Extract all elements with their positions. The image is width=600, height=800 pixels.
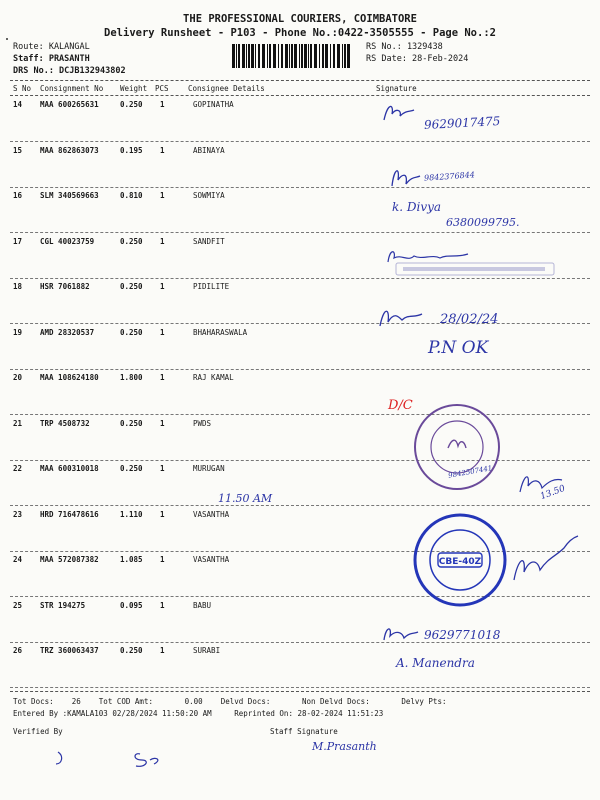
staff-label: Staff: PRASANTH — [13, 54, 90, 64]
row-consignment: SLM 340569663 — [40, 191, 99, 200]
col-signature: Signature — [376, 84, 417, 93]
row-consignee: BABU — [193, 600, 212, 610]
row-pcs: 1 — [160, 600, 165, 610]
row-consignment: MAA 600310018 — [40, 464, 99, 473]
verified-signature — [50, 742, 170, 772]
stamp-pwds — [412, 402, 502, 492]
staff-signature: M.Prasanth — [312, 740, 377, 753]
row-pcs: 1 — [160, 509, 165, 519]
row-sno: 25 — [13, 600, 23, 610]
row-pcs: 1 — [160, 555, 165, 564]
stamp-vasantha-code: CBE-40Z — [438, 557, 482, 567]
row-consignee: MURUGAN — [193, 464, 225, 473]
rs-number: RS No.: 1329438 — [366, 42, 443, 52]
row-consignment: HSR 7061882 — [40, 282, 90, 291]
row-divider — [10, 369, 590, 370]
handwriting-22-time2: 13.50 — [539, 483, 567, 503]
handwriting-22-phone: 9842507441 — [447, 464, 493, 480]
row-consignee: ABINAYA — [193, 145, 225, 155]
row-consignment: MAA 572087382 — [40, 555, 99, 564]
row-weight: 1.085 — [120, 555, 143, 564]
row-weight: 0.195 — [120, 145, 143, 155]
row-consignee: VASANTHA — [193, 555, 230, 564]
row-weight: 0.250 — [120, 236, 143, 246]
row-weight: 0.250 — [120, 282, 143, 291]
col-sno: S No — [13, 84, 32, 93]
row-sno: 17 — [13, 236, 23, 246]
row-consignee: BHAHARASWALA — [193, 327, 248, 337]
row-pcs: 1 — [160, 418, 165, 428]
row-pcs: 1 — [160, 145, 165, 155]
signature-15 — [388, 164, 424, 190]
row-consignment: TRP 4508732 — [40, 418, 90, 428]
row-pcs: 1 — [160, 282, 165, 291]
runsheet-subtitle: Delivery Runsheet - P103 - Phone No.:0422-3505555 - Page No.:2 — [104, 27, 496, 39]
row-sno: 18 — [13, 282, 23, 291]
row-pcs: 1 — [160, 646, 165, 655]
row-divider — [10, 687, 590, 688]
row-divider — [10, 414, 590, 415]
row-consignee: SOWMIYA — [193, 191, 225, 200]
handwriting-20-dc: D/C — [388, 398, 413, 413]
row-sno: 26 — [13, 646, 23, 655]
row-sno: 15 — [13, 145, 23, 155]
row-consignee: SANDFIT — [193, 236, 225, 246]
row-weight: 0.250 — [120, 646, 143, 655]
row-divider — [10, 460, 590, 461]
row-consignment: MAA 600265631 — [40, 100, 99, 109]
row-consignment: HRD 716478616 — [40, 509, 99, 519]
signature-25 — [380, 622, 420, 646]
row-divider — [10, 278, 590, 279]
row-consignee: VASANTHA — [193, 509, 230, 519]
row-sno: 22 — [13, 464, 23, 473]
row-weight: 1.110 — [120, 509, 143, 519]
row-consignment: MAA 108624180 — [40, 373, 99, 382]
row-divider — [10, 596, 590, 597]
row-weight: 0.250 — [120, 464, 143, 473]
row-consignee: SURABI — [193, 646, 221, 655]
footer-entered: Entered By :KAMALA103 02/28/2024 11:50:20 AM Reprinted On: 28-02-2024 11:51:23 — [13, 709, 384, 718]
row-consignment: MAA 862863073 — [40, 145, 99, 155]
row-sno: 19 — [13, 327, 23, 337]
row-weight: 1.800 — [120, 373, 143, 382]
row-divider — [10, 232, 590, 233]
handwriting-16-phone: 6380099795. — [446, 216, 520, 229]
signature-14 — [380, 100, 420, 124]
handwriting-22-time: 11.50 AM — [218, 492, 273, 505]
row-weight: 0.810 — [120, 191, 143, 200]
row-consignment: STR 194275 — [40, 600, 86, 610]
stamp-17-faded — [395, 262, 555, 276]
signature-23-24 — [508, 528, 584, 592]
row-weight: 0.095 — [120, 600, 143, 610]
row-consignee: RAJ KAMAL — [193, 373, 234, 382]
barcode — [231, 44, 353, 68]
row-divider — [10, 187, 590, 188]
row-pcs: 1 — [160, 191, 165, 200]
row-divider — [10, 141, 590, 142]
footer-totals: Tot Docs: 26 Tot COD Amt: 0.00 Delvd Docs: Non Delvd Docs: Delvy Pts: — [13, 697, 447, 706]
row-consignment: AMD 28320537 — [40, 327, 95, 337]
header-top-rule — [10, 80, 590, 81]
row-weight: 0.250 — [120, 327, 143, 337]
row-consignee: PWDS — [193, 418, 212, 428]
row-weight: 0.250 — [120, 100, 143, 109]
col-consignment: Consignment No — [40, 84, 104, 93]
staff-signature-label: Staff Signature — [270, 727, 338, 736]
handwriting-26: A. Manendra — [396, 656, 475, 670]
col-pcs: PCS — [155, 84, 169, 93]
row-divider — [10, 642, 590, 643]
handwriting-14-phone: 9629017475 — [423, 114, 501, 132]
row-consignee: GOPINATHA — [193, 100, 234, 109]
row-sno: 23 — [13, 509, 23, 519]
handwriting-15-phone: 9842376844 — [423, 170, 476, 183]
company-title: THE PROFESSIONAL COURIERS, COIMBATORE — [183, 13, 417, 25]
stamp-vasantha — [412, 512, 508, 608]
header-bottom-rule — [10, 95, 590, 96]
row-pcs: 1 — [160, 236, 165, 246]
row-sno: 14 — [13, 100, 23, 109]
verified-by-label: Verified By — [13, 727, 63, 736]
row-pcs: 1 — [160, 373, 165, 382]
handwriting-16-name: k. Divya — [392, 200, 442, 214]
route-label: Route: KALANGAL — [13, 42, 90, 52]
row-consignment: TRZ 360063437 — [40, 646, 99, 655]
handwriting-19: P.N OK — [428, 338, 489, 358]
row-consignment: CGL 40023759 — [40, 236, 95, 246]
footer-rule — [10, 691, 590, 692]
signature-22 — [516, 468, 566, 498]
col-consignee: Consignee Details — [188, 84, 265, 93]
handwriting-25-phone: 9629771018 — [424, 628, 501, 642]
row-pcs: 1 — [160, 327, 165, 337]
row-sno: 21 — [13, 418, 23, 428]
row-consignee: PIDILITE — [193, 282, 230, 291]
rs-date: RS Date: 28-Feb-2024 — [366, 54, 469, 64]
signature-18 — [376, 302, 436, 332]
row-sno: 20 — [13, 373, 23, 382]
col-weight: Weight — [120, 84, 148, 93]
row-weight: 0.250 — [120, 418, 143, 428]
row-pcs: 1 — [160, 464, 165, 473]
row-divider — [10, 323, 590, 324]
handwriting-18-date: 28/02/24 — [440, 312, 499, 327]
drs-number: DRS No.: DCJB132943802 — [13, 66, 126, 76]
row-divider — [10, 505, 590, 506]
row-sno: 24 — [13, 555, 23, 564]
row-pcs: 1 — [160, 100, 165, 109]
row-sno: 16 — [13, 191, 23, 200]
